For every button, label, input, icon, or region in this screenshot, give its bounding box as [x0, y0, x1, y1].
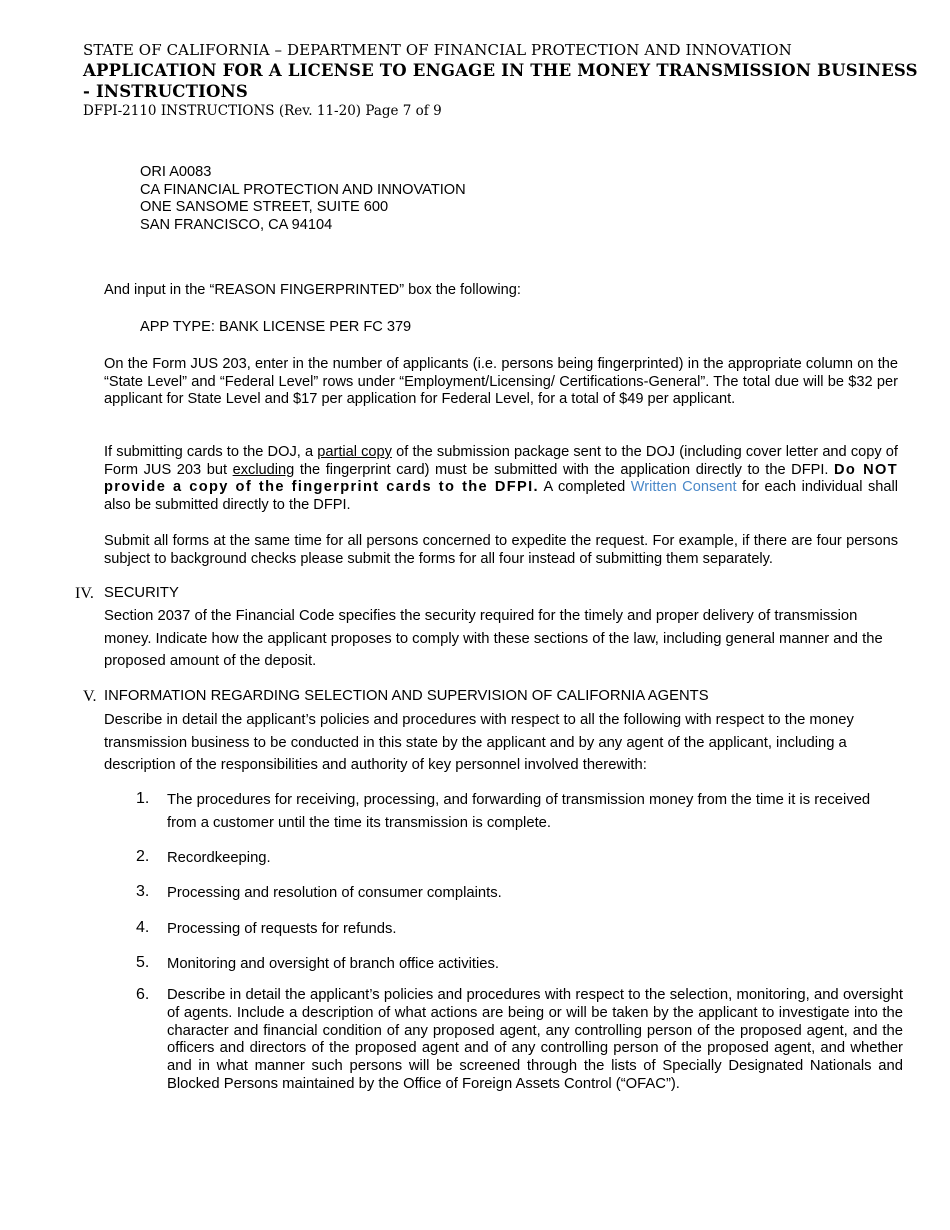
list-item: Describe in detail the applicant’s policies and procedures with respect to the selection, monitoring, and oversight of agents. Include a description of what actions are being or will be taken by the applicant to investigate into the character and financial condition of any proposed agent, any controlling person of the proposed agent, and the officers and directors of the proposed agent and of any controlling person of the proposed agent, and whether and in what manner such persons will be screened through the lists of Specially Designated Nationals and Blocked Persons maintained by the Office of Foreign Assets Control (“OFAC”).	[167, 987, 903, 1092]
fingerprint-warning: Do NOT provide a copy of the fingerprint cards to the DFPI.	[104, 461, 898, 495]
submit-forms-paragraph: Submit all forms at the same time for all persons concerned to expedite the request. For example, if there are four persons subject to background checks please submit the forms for all four instead of submitting them separately.	[104, 533, 898, 567]
list-item-number: 4.	[136, 919, 150, 936]
list-item: The procedures for receiving, processing, and forwarding of transmission money from the time it is received from a customer until the time its transmission is complete.	[167, 792, 871, 831]
address-line-ori: ORI A0083	[140, 164, 212, 180]
doj-text-5: for each individual shall also be submitted directly to the DFPI.	[104, 479, 898, 513]
address-line-city: SAN FRANCISCO, CA 94104	[140, 216, 333, 233]
list-item: Recordkeeping.	[167, 850, 271, 866]
list-item: Processing and resolution of consumer complaints.	[167, 885, 502, 901]
section-5-number: V.	[83, 688, 97, 705]
section-4-number: IV.	[75, 585, 94, 602]
list-item-number: 1.	[136, 790, 150, 807]
doj-submission-paragraph	[104, 444, 898, 514]
address-line-street: ONE SANSOME STREET, SUITE 600	[140, 199, 389, 215]
excluding-text: excluding	[232, 461, 295, 478]
doj-text-4: A completed	[538, 479, 631, 495]
section-5-body: Describe in detail the applicant’s policies and procedures with respect to all the following with respect to the money transmission business to be conducted in this state by the applicant and by any agent of the applicant, including a description of the responsibilities and authority of key personnel involved therewith:	[104, 712, 854, 773]
list-item-number: 6.	[136, 986, 150, 1003]
list-item: Processing of requests for refunds.	[167, 921, 397, 937]
agency-name: STATE OF CALIFORNIA – DEPARTMENT OF FINANCIAL PROTECTION AND INNOVATION	[83, 41, 792, 59]
partial-copy-text: partial copy	[317, 444, 392, 460]
reason-intro: And input in the “REASON FINGERPRINTED” box the following:	[104, 282, 521, 298]
form-number: DFPI-2110 INSTRUCTIONS (Rev. 11-20) Page 7 of 9	[83, 103, 442, 119]
mailing-address	[140, 164, 466, 234]
doj-text-1: If submitting cards to the DOJ, a	[104, 444, 318, 460]
app-type: APP TYPE: BANK LICENSE PER FC 379	[140, 319, 412, 335]
list-item: Monitoring and oversight of branch office activities.	[167, 956, 500, 972]
section-4-heading: SECURITY	[104, 585, 179, 601]
document-header	[83, 40, 923, 120]
address-line-agency: CA FINANCIAL PROTECTION AND INNOVATION	[140, 181, 466, 198]
written-consent-link[interactable]: Written Consent	[630, 479, 737, 495]
document-title: APPLICATION FOR A LICENSE TO ENGAGE IN THE MONEY TRANSMISSION BUSINESS - INSTRUCTIONS	[83, 61, 918, 101]
section-5-heading: INFORMATION REGARDING SELECTION AND SUPERVISION OF CALIFORNIA AGENTS	[104, 688, 709, 704]
jus-203-paragraph: On the Form JUS 203, enter in the number of applicants (i.e. persons being fingerprinted) in the appropriate column on the “State Level” and “Federal Level” rows under “Employment/Licensing/ Certifications-General”. The total due will be $32 per applicant for State Level and $17 per application for Federal Level, for a total of $49 per applicant.	[104, 356, 898, 407]
list-item-number: 3.	[136, 883, 150, 900]
doj-text-2: of the submission package sent to the DOJ (including cover letter and copy of Form JUS 203 but	[104, 444, 898, 478]
list-item-number: 2.	[136, 848, 150, 865]
list-item-number: 5.	[136, 954, 150, 971]
section-4-body: Section 2037 of the Financial Code specifies the security required for the timely and proper delivery of transmission money. Indicate how the applicant proposes to comply with these sections of the law, including general manner and the proposed amount of the deposit.	[104, 608, 883, 669]
doj-text-3: the fingerprint card) must be submitted with the application directly to the DFPI.	[294, 461, 835, 478]
